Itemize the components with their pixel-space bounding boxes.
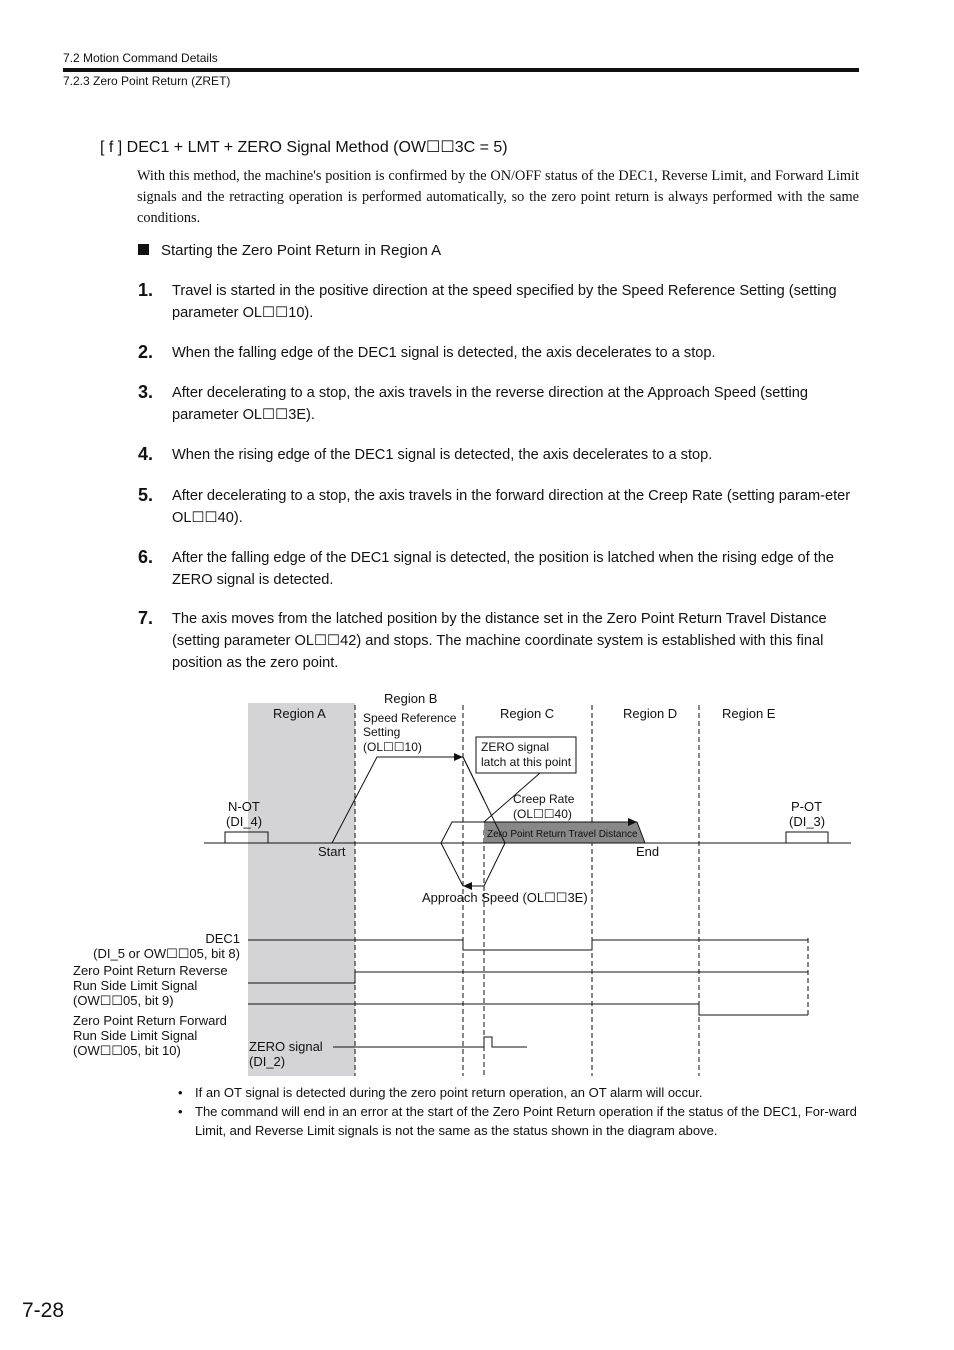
creep-rate-label: (OL☐☐40) xyxy=(513,807,572,821)
zero-signal-label: (DI_2) xyxy=(249,1054,286,1069)
step-number: 1. xyxy=(138,280,154,300)
travel-distance-label: Zero Point Return Travel Distance xyxy=(487,829,638,840)
pot-marker xyxy=(786,832,828,843)
speed-profile xyxy=(332,757,645,886)
step-number: 6. xyxy=(138,547,154,567)
note-bullet: • xyxy=(178,1085,183,1100)
end-label: End xyxy=(636,844,660,859)
step-text: Travel is started in the positive direction at the speed specified by the Speed Reference Setting (setting parameter OL☐☐10). xyxy=(172,283,837,321)
speed-ref-label: (OL☐☐10) xyxy=(363,740,422,754)
intro-paragraph: With this method, the machine's position is confirmed by the ON/OFF status of the DEC1, Reverse Limit, and Forward Limit signals and the retracting operation is performed automatically, so the zero point return is always performed with the same conditions. xyxy=(137,168,859,226)
region-d-label: Region D xyxy=(623,706,678,721)
note-bullet: • xyxy=(178,1104,183,1119)
rev-limit-label: (OW☐☐05, bit 9) xyxy=(73,993,174,1008)
start-label: Start xyxy=(318,844,346,859)
step-text: The axis moves from the latched position by the distance set in the Zero Point Return Travel Distance (setting parameter OL☐☐42) and stops. The machine coordinate system is established with this final position as the zero point. xyxy=(172,611,827,671)
zero-signal-label: ZERO signal xyxy=(249,1039,323,1054)
step-text: When the falling edge of the DEC1 signal is detected, the axis decelerates to a stop. xyxy=(172,345,716,361)
fwd-limit-label: Zero Point Return Forward xyxy=(73,1013,227,1028)
speed-ref-label: Speed Reference xyxy=(363,711,457,725)
step-number: 4. xyxy=(138,444,154,464)
region-a-label: Region A xyxy=(273,706,326,721)
rev-limit-label: Zero Point Return Reverse xyxy=(73,963,228,978)
creep-rate-label: Creep Rate xyxy=(513,792,575,806)
step-text: After decelerating to a stop, the axis travels in the forward direction at the Creep Rate (setting param-eter OL☐☐40). xyxy=(172,488,851,526)
approach-speed-label: Approach Speed (OL☐☐3E) xyxy=(422,890,588,905)
not-label: (DI_4) xyxy=(226,814,263,829)
note-text: The command will end in an error at the start of the Zero Point Return operation if the status of the DEC1, For-ward Limit, and Reverse Limit signals is not the same as the status shown in the diagram above. xyxy=(195,1104,857,1138)
zero-signal-wave xyxy=(333,1037,527,1047)
step-number: 5. xyxy=(138,485,154,505)
step-text: After the falling edge of the DEC1 signal is detected, the position is latched when the rising edge of the ZERO signal is detected. xyxy=(172,550,834,588)
region-a-shade xyxy=(248,703,355,1076)
step-text: When the rising edge of the DEC1 signal is detected, the axis decelerates to a stop. xyxy=(172,447,713,463)
step-number: 3. xyxy=(138,382,154,402)
note-text: If an OT signal is detected during the zero point return operation, an OT alarm will occur. xyxy=(195,1085,703,1100)
region-e-label: Region E xyxy=(722,706,776,721)
zero-latch-label: latch at this point xyxy=(481,755,572,769)
region-b-label: Region B xyxy=(384,691,438,706)
page-number: 7-28 xyxy=(22,1299,65,1322)
pot-label: (DI_3) xyxy=(789,814,826,829)
dec1-label: DEC1 xyxy=(205,931,240,946)
header-subsection: 7.2.3 Zero Point Return (ZRET) xyxy=(63,74,231,88)
zero-latch-label: ZERO signal xyxy=(481,740,550,754)
rev-limit-label: Run Side Limit Signal xyxy=(73,978,198,993)
header-section: 7.2 Motion Command Details xyxy=(63,51,218,65)
dec1-label: (DI_5 or OW☐☐05, bit 8) xyxy=(93,946,240,961)
step-text: After decelerating to a stop, the axis travels in the reverse direction at the Approach Speed (setting parameter OL☐☐3E). xyxy=(172,385,809,423)
section-title: [ f ] DEC1 + LMT + ZERO Signal Method (OW☐☐3C = 5) xyxy=(100,139,508,156)
subheading-text: Starting the Zero Point Return in Region A xyxy=(161,242,442,259)
step-number: 2. xyxy=(138,342,154,362)
not-label: N-OT xyxy=(228,799,260,814)
fwd-limit-label: (OW☐☐05, bit 10) xyxy=(73,1043,181,1058)
fwd-limit-label: Run Side Limit Signal xyxy=(73,1028,198,1043)
region-c-label: Region C xyxy=(500,706,555,721)
step-number: 7. xyxy=(138,608,154,628)
speed-ref-label: Setting xyxy=(363,725,401,739)
pot-label: P-OT xyxy=(791,799,823,814)
